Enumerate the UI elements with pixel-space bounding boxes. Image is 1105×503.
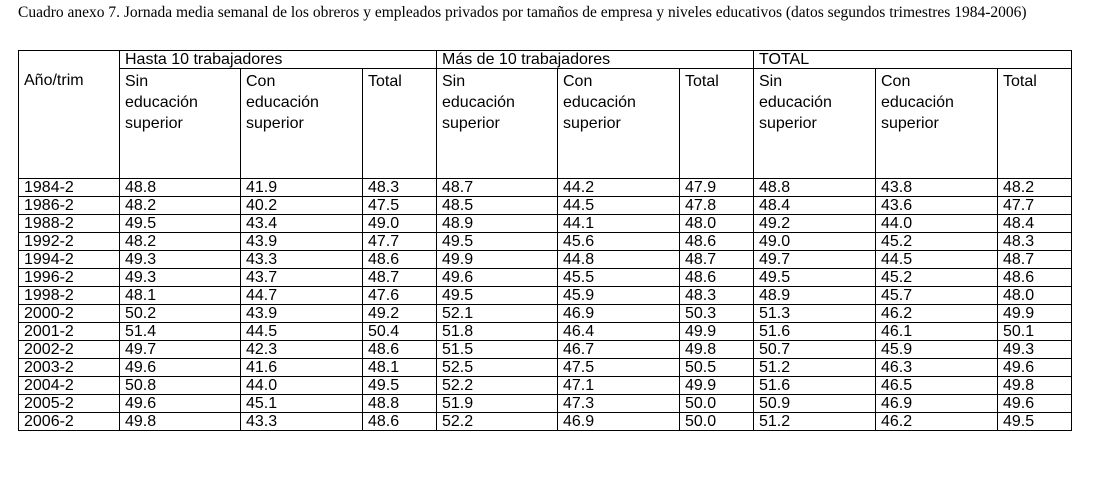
value-cell: 48.7: [680, 251, 754, 269]
subheader-line: superior: [125, 115, 183, 132]
period-cell: 1998-2: [19, 287, 120, 305]
subheader-cell: [754, 69, 876, 179]
subheader-line: Con: [881, 73, 911, 90]
value-cell: 47.8: [680, 197, 754, 215]
value-cell: 51.5: [437, 341, 558, 359]
value-cell: 43.8: [876, 179, 998, 197]
value-cell: 40.2: [241, 197, 363, 215]
value-cell: 48.0: [998, 287, 1072, 305]
value-cell: 48.8: [120, 179, 241, 197]
value-cell: 48.6: [998, 269, 1072, 287]
value-cell: 43.3: [241, 413, 363, 431]
subheader-cell: [120, 69, 241, 179]
subheader-cell: [680, 69, 754, 179]
value-cell: 43.6: [876, 197, 998, 215]
hours-table: [18, 50, 1072, 431]
value-cell: 48.2: [998, 179, 1072, 197]
value-cell: 51.3: [754, 305, 876, 323]
value-cell: 48.1: [363, 359, 437, 377]
value-cell: 45.9: [876, 341, 998, 359]
value-cell: 48.7: [437, 179, 558, 197]
period-cell: 1984-2: [19, 179, 120, 197]
value-cell: 49.8: [680, 341, 754, 359]
subheader-cell: [998, 69, 1072, 179]
value-cell: 52.2: [437, 413, 558, 431]
value-cell: 51.8: [437, 323, 558, 341]
period-cell: 2003-2: [19, 359, 120, 377]
value-cell: 48.2: [120, 197, 241, 215]
value-cell: 47.6: [363, 287, 437, 305]
value-cell: 49.3: [120, 269, 241, 287]
table-row: [19, 197, 1072, 215]
value-cell: 43.9: [241, 233, 363, 251]
table-row: [19, 179, 1072, 197]
table-row: [19, 359, 1072, 377]
table-row: [19, 251, 1072, 269]
value-cell: 48.5: [437, 197, 558, 215]
subheader-line: educación: [759, 94, 832, 111]
period-cell: 2001-2: [19, 323, 120, 341]
value-cell: 47.5: [558, 359, 680, 377]
value-cell: 49.0: [754, 233, 876, 251]
subheader-line: Total: [685, 73, 719, 90]
value-cell: 51.2: [754, 413, 876, 431]
value-cell: 45.1: [241, 395, 363, 413]
subheader-line: Sin: [442, 73, 466, 90]
subheader-row: [19, 69, 1072, 179]
period-cell: 1994-2: [19, 251, 120, 269]
table-row: [19, 215, 1072, 233]
value-cell: 51.2: [754, 359, 876, 377]
value-cell: 49.6: [120, 395, 241, 413]
value-cell: 44.5: [241, 323, 363, 341]
value-cell: 48.6: [680, 269, 754, 287]
subheader-line: educación: [442, 94, 515, 111]
value-cell: 49.7: [754, 251, 876, 269]
value-cell: 50.4: [363, 323, 437, 341]
period-cell: 2002-2: [19, 341, 120, 359]
table-row: [19, 305, 1072, 323]
value-cell: 42.3: [241, 341, 363, 359]
value-cell: 47.1: [558, 377, 680, 395]
value-cell: 49.2: [363, 305, 437, 323]
value-cell: 48.1: [120, 287, 241, 305]
subheader-cell: [241, 69, 363, 179]
subheader-line: Total: [1003, 73, 1037, 90]
value-cell: 45.5: [558, 269, 680, 287]
table-row: [19, 269, 1072, 287]
value-cell: 49.5: [437, 233, 558, 251]
value-cell: 41.6: [241, 359, 363, 377]
value-cell: 44.0: [241, 377, 363, 395]
subheader-line: superior: [563, 115, 621, 132]
value-cell: 43.7: [241, 269, 363, 287]
value-cell: 47.7: [363, 233, 437, 251]
value-cell: 48.9: [754, 287, 876, 305]
value-cell: 49.7: [120, 341, 241, 359]
value-cell: 48.6: [680, 233, 754, 251]
table-caption: Cuadro anexo 7. Jornada media semanal de los obreros y empleados privados por tamaños de empresa y niveles educativos (datos segundos trimestres 1984-2006): [18, 4, 1027, 21]
value-cell: 49.5: [754, 269, 876, 287]
subheader-line: educación: [563, 94, 636, 111]
table-row: [19, 395, 1072, 413]
value-cell: 46.4: [558, 323, 680, 341]
period-cell: 2000-2: [19, 305, 120, 323]
group-header: Hasta 10 trabajadores: [120, 51, 437, 69]
value-cell: 48.7: [998, 251, 1072, 269]
value-cell: 43.3: [241, 251, 363, 269]
value-cell: 49.6: [437, 269, 558, 287]
value-cell: 49.6: [998, 395, 1072, 413]
row-header-label: Año/trim: [19, 51, 120, 179]
subheader-cell: [558, 69, 680, 179]
table-row: [19, 413, 1072, 431]
period-cell: 1986-2: [19, 197, 120, 215]
subheader-line: Total: [368, 73, 402, 90]
value-cell: 44.8: [558, 251, 680, 269]
subheader-line: Con: [246, 73, 276, 90]
value-cell: 52.5: [437, 359, 558, 377]
value-cell: 49.9: [437, 251, 558, 269]
value-cell: 48.4: [754, 197, 876, 215]
value-cell: 47.9: [680, 179, 754, 197]
value-cell: 52.2: [437, 377, 558, 395]
value-cell: 46.7: [558, 341, 680, 359]
value-cell: 48.6: [363, 251, 437, 269]
value-cell: 48.6: [363, 413, 437, 431]
value-cell: 48.9: [437, 215, 558, 233]
value-cell: 45.7: [876, 287, 998, 305]
period-cell: 2004-2: [19, 377, 120, 395]
value-cell: 44.5: [876, 251, 998, 269]
value-cell: 48.3: [680, 287, 754, 305]
value-cell: 45.2: [876, 233, 998, 251]
value-cell: 47.5: [363, 197, 437, 215]
value-cell: 44.2: [558, 179, 680, 197]
value-cell: 44.7: [241, 287, 363, 305]
value-cell: 50.0: [680, 413, 754, 431]
value-cell: 48.8: [363, 395, 437, 413]
value-cell: 51.4: [120, 323, 241, 341]
value-cell: 48.4: [998, 215, 1072, 233]
value-cell: 49.0: [363, 215, 437, 233]
value-cell: 49.5: [120, 215, 241, 233]
subheader-line: Con: [563, 73, 593, 90]
value-cell: 48.0: [680, 215, 754, 233]
value-cell: 49.9: [680, 377, 754, 395]
value-cell: 44.1: [558, 215, 680, 233]
subheader-line: superior: [759, 115, 817, 132]
value-cell: 49.6: [998, 359, 1072, 377]
table-row: [19, 287, 1072, 305]
subheader-line: superior: [881, 115, 939, 132]
value-cell: 51.9: [437, 395, 558, 413]
value-cell: 49.2: [754, 215, 876, 233]
value-cell: 46.2: [876, 305, 998, 323]
value-cell: 48.3: [998, 233, 1072, 251]
value-cell: 46.9: [558, 413, 680, 431]
group-header: TOTAL: [754, 51, 1072, 69]
subheader-line: educación: [881, 94, 954, 111]
value-cell: 50.2: [120, 305, 241, 323]
value-cell: 46.5: [876, 377, 998, 395]
subheader-line: superior: [246, 115, 304, 132]
value-cell: 44.5: [558, 197, 680, 215]
table-row: [19, 323, 1072, 341]
subheader-cell: [876, 69, 998, 179]
value-cell: 48.6: [363, 341, 437, 359]
value-cell: 50.9: [754, 395, 876, 413]
period-cell: 1996-2: [19, 269, 120, 287]
value-cell: 45.2: [876, 269, 998, 287]
value-cell: 44.0: [876, 215, 998, 233]
value-cell: 48.8: [754, 179, 876, 197]
value-cell: 49.9: [680, 323, 754, 341]
value-cell: 49.5: [363, 377, 437, 395]
value-cell: 50.3: [680, 305, 754, 323]
subheader-cell: [363, 69, 437, 179]
subheader-line: educación: [125, 94, 198, 111]
period-cell: 1992-2: [19, 233, 120, 251]
subheader-cell: [437, 69, 558, 179]
value-cell: 52.1: [437, 305, 558, 323]
value-cell: 48.2: [120, 233, 241, 251]
value-cell: 49.8: [998, 377, 1072, 395]
value-cell: 46.1: [876, 323, 998, 341]
value-cell: 46.3: [876, 359, 998, 377]
table-row: [19, 233, 1072, 251]
subheader-line: superior: [442, 115, 500, 132]
value-cell: 50.7: [754, 341, 876, 359]
value-cell: 49.5: [437, 287, 558, 305]
table-row: [19, 341, 1072, 359]
value-cell: 49.3: [998, 341, 1072, 359]
subheader-line: Sin: [759, 73, 783, 90]
value-cell: 43.9: [241, 305, 363, 323]
period-cell: 1988-2: [19, 215, 120, 233]
period-cell: 2005-2: [19, 395, 120, 413]
value-cell: 46.9: [876, 395, 998, 413]
value-cell: 45.6: [558, 233, 680, 251]
value-cell: 50.1: [998, 323, 1072, 341]
value-cell: 41.9: [241, 179, 363, 197]
value-cell: 50.0: [680, 395, 754, 413]
value-cell: 47.3: [558, 395, 680, 413]
value-cell: 49.8: [120, 413, 241, 431]
subheader-line: educación: [246, 94, 319, 111]
value-cell: 49.9: [998, 305, 1072, 323]
table-row: [19, 377, 1072, 395]
value-cell: 49.6: [120, 359, 241, 377]
value-cell: 50.5: [680, 359, 754, 377]
subheader-line: Sin: [125, 73, 149, 90]
value-cell: 51.6: [754, 377, 876, 395]
group-header-row: [19, 51, 1072, 69]
value-cell: 49.5: [998, 413, 1072, 431]
value-cell: 43.4: [241, 215, 363, 233]
group-header: Más de 10 trabajadores: [437, 51, 754, 69]
period-cell: 2006-2: [19, 413, 120, 431]
value-cell: 46.2: [876, 413, 998, 431]
value-cell: 49.3: [120, 251, 241, 269]
value-cell: 48.7: [363, 269, 437, 287]
value-cell: 46.9: [558, 305, 680, 323]
value-cell: 48.3: [363, 179, 437, 197]
value-cell: 50.8: [120, 377, 241, 395]
value-cell: 45.9: [558, 287, 680, 305]
value-cell: 47.7: [998, 197, 1072, 215]
value-cell: 51.6: [754, 323, 876, 341]
